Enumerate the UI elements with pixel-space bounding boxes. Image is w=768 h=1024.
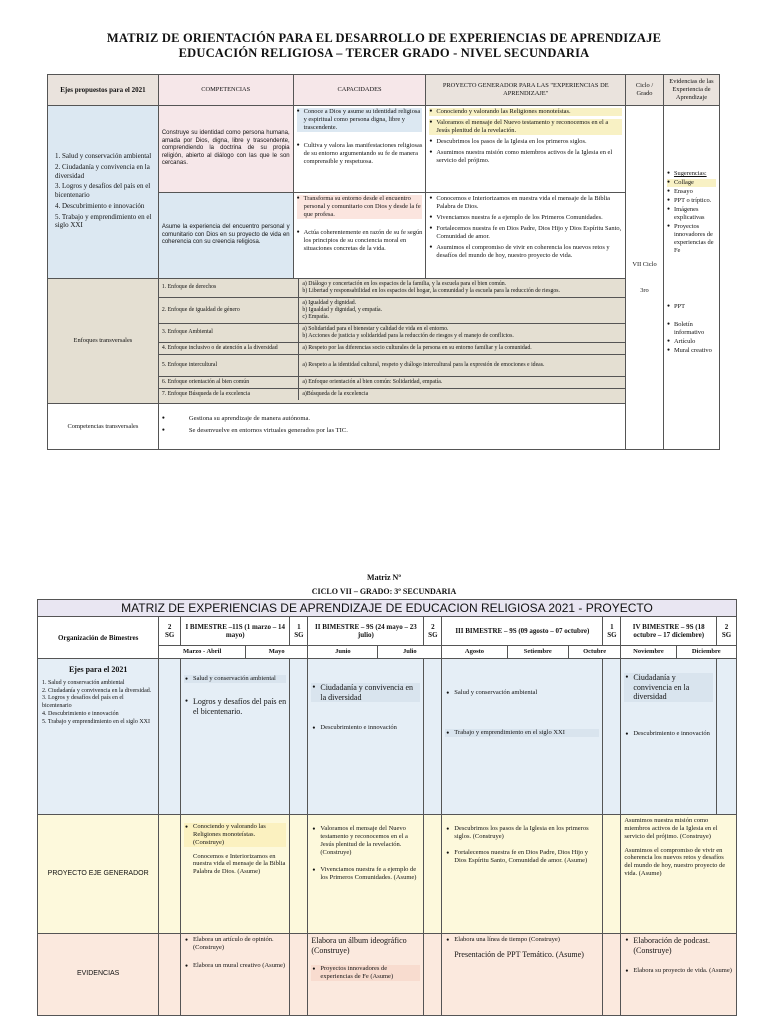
- competencias-transversales-cell: [158, 404, 625, 450]
- matrix-title: MATRIZ DE EXPERIENCIAS DE APRENDIZAJE DE EDUCACION RELIGIOSA 2021 - PROYECTO: [38, 600, 737, 617]
- experiences-matrix: [37, 599, 737, 1016]
- competencias-transversales-label: Competencias transversales: [48, 404, 159, 450]
- capacidad-item: ● Cultiva y valora las manifestaciones religiosas de su entorno argumentando su fe de manera comprensible y respetuosa.: [297, 142, 423, 166]
- evidencia-item: ● Proyectos innovadores de experiencias de Fe: [667, 223, 716, 255]
- orientation-matrix: [47, 74, 720, 450]
- bimestre-header: I BIMESTRE –11S (1 marzo – 14 mayo): [181, 617, 290, 646]
- proyecto-item: ● Vivenciamos nuestra fe a ejemplo de los Primeros Comunidades.: [429, 214, 622, 222]
- ciclo-text: VII Ciclo: [632, 260, 657, 268]
- proyecto-asume: [426, 193, 626, 279]
- capacidad-item: ● Actúa coherentemente en razón de su fe según los principios de su conciencia moral en situaciones concretas de la vida.: [297, 229, 423, 253]
- proyecto-item: ● Asumimos el compromiso de vivir en coherencia los nuevos retos y desafíos del mundo de hoy, nuestro proyecto de vida.: [429, 244, 622, 260]
- eje-item: 3. Logros y desafíos del país en el bicentenario: [55, 182, 151, 199]
- org-bimestres-label: Organización de Bimestres: [38, 617, 159, 659]
- bimestre-header: III BIMESTRE – 9S (09 agosto – 07 octubre): [442, 617, 603, 646]
- competencia-transversal-item: ● Se desenvuelve en entornos virtuales generados por las TIC.: [162, 427, 622, 435]
- evidencia-item: ● Mural creativo: [667, 347, 716, 355]
- header-ejes: Ejes propuestos para el 2021: [48, 75, 159, 106]
- eje-item: 4. Descubrimiento e innovación: [55, 201, 145, 210]
- eje-item: 2. Ciudadanía y convivencia en la diversidad: [55, 162, 150, 180]
- enfoque-desc: a) Respeto por las diferencias socio culturales de la persona en su entorno familiar y la comunidad.: [299, 342, 625, 354]
- proyecto-construye: [426, 106, 626, 193]
- grado-text: 3ro: [640, 286, 649, 294]
- eje-b3-item: ● Salud y conservación ambiental: [445, 689, 599, 697]
- header-capacidades: CAPACIDADES: [293, 75, 426, 106]
- evidencias-bimestre-2: [308, 934, 424, 1016]
- enfoque-desc: a) Diálogo y concertación en los espacios de la familia, y la escuela para el bien común. b) Libertad y responsabilidad en los espacios del hogar, la comunidad y la escuela para la reducción de riesgos.: [299, 279, 625, 297]
- enfoque-name: 1. Enfoque de derechos: [159, 279, 299, 297]
- header-ciclo: Ciclo / Grado: [626, 75, 664, 106]
- proyecto-bimestre-2: [308, 815, 424, 934]
- proyecto-item: ● Descubrimos los pasos de la Iglesia en los primeros siglos.: [429, 138, 622, 146]
- proyecto-b1-item-2: Conocemos e Interiorizamos en nuestra vida el mensaje de la Biblia Palabra de Dios. (Asume): [193, 852, 286, 876]
- eje-b4-item: ● Ciudadanía y convivencia en la diversidad: [624, 673, 713, 702]
- proyecto-bimestre-3: [442, 815, 603, 934]
- eje-b1-item: ● Salud y conservación ambiental: [184, 675, 286, 683]
- eje-b1-item: ● Logros y desafíos del país en el bicentenario.: [184, 697, 286, 716]
- evidencia-item: ● Sugerencias:: [667, 170, 716, 178]
- evidencias-bimestre-1: [181, 934, 290, 1016]
- sg-cell: 2 SG: [424, 617, 442, 646]
- proyecto-bimestre-4: [621, 815, 737, 934]
- evidencia-b2-item: Elabora un álbum ideográfico (Construye): [311, 936, 407, 955]
- month-label: Noviembre: [621, 646, 676, 659]
- capacidades-construye: [293, 106, 426, 193]
- enfoque-name: 3. Enfoque Ambiental: [159, 323, 299, 342]
- evidencia-b4-item: ● Elaboración de podcast. (Construye): [624, 936, 733, 955]
- evidencia-item: ● Imágenes explicativas: [667, 206, 716, 222]
- month-label: Mayo: [246, 646, 308, 659]
- month-label: Diciembre: [676, 646, 736, 659]
- capacidad-item: ● Transforma su entorno desde el encuentro personal y comunitario con Dios y desde la fe que profesa.: [297, 195, 423, 219]
- ejes-bimestre-1: [181, 659, 290, 815]
- eje-b2-item: ● Descubrimiento e innovación: [311, 724, 420, 732]
- enfoques-table: [159, 279, 625, 400]
- capacidad-item: ● Conoce a Dios y asume su identidad religiosa y espiritual como persona digna, libre y trascendente.: [297, 108, 423, 132]
- evidencia-item: ● Artículo: [667, 338, 716, 346]
- evidencia-b4-item: ● Elabora su proyecto de vida. (Asume): [624, 967, 733, 975]
- ejes-title: Ejes para el 2021: [68, 665, 128, 675]
- evidencia-item: ● PPT o tríptico.: [667, 197, 716, 205]
- eje-item: 5. Trabajo y emprendimiento en el siglo XXI: [42, 718, 150, 725]
- eje-b2-item: ● Ciudadanía y convivencia en la diversidad: [311, 683, 420, 702]
- document-title: MATRIZ DE ORIENTACIÓN PARA EL DESARROLLO DE EXPERIENCIAS DE APRENDIZAJE: [106, 31, 662, 45]
- matriz-number: Matriz Nº: [367, 573, 401, 582]
- evidencia-item: ● Boletín informativo: [667, 321, 716, 337]
- enfoque-desc: a) Respeto a la identidad cultural, respeto y diálogo intercultural para la expresión de emociones e ideas.: [299, 354, 625, 376]
- evidencia-b3-item: ● Elabora una línea de tiempo (Construye): [445, 936, 599, 944]
- document-subtitle: EDUCACIÓN RELIGIOSA – TERCER GRADO - NIVEL SECUNDARIA: [178, 46, 590, 60]
- ciclo-grado-cell: [626, 106, 664, 450]
- proyecto-b2-item: ● Valoramos el mensaje del Nuevo testamento y reconocemos en el a Jesús plenitud de la revelación. (Construye): [311, 825, 420, 856]
- proyecto-b1-item: ● Conociendo y valorando las Religiones monoteístas. (Construye): [184, 823, 286, 846]
- header-evidencias: Evidencias de las Experiencia de Aprendizaje: [663, 75, 719, 106]
- sg-cell: 2 SG: [159, 617, 181, 646]
- ejes-2021-cell: [38, 659, 159, 815]
- month-label: Agosto: [442, 646, 507, 659]
- enfoque-name: 4. Enfoque inclusivo o de atención a la diversidad: [159, 342, 299, 354]
- evidencias-bimestre-3: [442, 934, 603, 1016]
- proyecto-item: ● Valoramos el mensaje del Nuevo testamento y reconocemos en el a Jesús plenitud de la revelación.: [429, 119, 622, 135]
- eje-item: 4. Descubrimiento e innovación: [42, 710, 119, 717]
- competencia-construye: Construye su identidad como persona humana, amada por Dios, digna, libre y trascendente, comprendiendo la doctrina de su propia religión, abierto al diálogo con las que le son cercanas.: [158, 106, 293, 193]
- enfoque-name: 2. Enfoque de igualdad de género: [159, 297, 299, 323]
- proyecto-b4-item: Asumimos el compromiso de vivir en coherencia los nuevos retos y desafíos del mundo de hoy, nuestro proyecto de vida. (Asume): [624, 846, 726, 877]
- bimestre-header: II BIMESTRE – 9S (24 mayo – 23 julio): [308, 617, 424, 646]
- sg-cell: 1 SG: [290, 617, 308, 646]
- evidencia-b1-item: ● Elabora un artículo de opinión. (Construye): [184, 936, 286, 952]
- enfoque-desc: a) Solidaridad para el bienestar y calidad de vida en el entorno. b) Acciones de justicia y solidaridad para la reducción de riesgos y el manejo de conflictos.: [299, 323, 625, 342]
- enfoque-desc: a) Enfoque orientación al bien común: Solidaridad, empatía.: [299, 376, 625, 388]
- enfoque-desc: a)Búsqueda de la excelencia: [299, 388, 625, 399]
- evidencia-item: ● PPT: [667, 303, 716, 311]
- ejes-bimestre-3: [442, 659, 603, 815]
- evidencias-bimestre-4: [621, 934, 737, 1016]
- enfoques-label: Enfoques transversales: [48, 279, 159, 404]
- sg-cell: 1 SG: [603, 617, 621, 646]
- sg-cell: 2 SG: [717, 617, 737, 646]
- evidencia-item: ● Collage: [667, 179, 716, 187]
- proyecto-item: ● Asumimos nuestra misión como miembros activos de la Iglesia en el servicio del prójimo.: [429, 149, 622, 165]
- eje-item: 2. Ciudadanía y convivencia en la diversidad.: [42, 687, 152, 694]
- proyecto-eje-label: PROYECTO EJE GENERADOR: [38, 815, 159, 934]
- proyecto-b2-item: ● Vivenciamos nuestra fe a ejemplo de los Primeros Comunidades. (Asume): [311, 866, 420, 882]
- proyecto-item: ● Conociendo y valorando las Religiones monoteístas.: [429, 108, 622, 116]
- evidencia-item: ● Ensayo: [667, 188, 716, 196]
- month-label: Octubre: [568, 646, 620, 659]
- enfoque-name: 7. Enfoque Búsqueda de la excelencia: [159, 388, 299, 399]
- eje-item: 3. Logros y desafíos del país en el bicentenario: [42, 695, 124, 710]
- header-competencias: COMPETENCIAS: [158, 75, 293, 106]
- eje-b4-item: ● Descubrimiento e innovación: [624, 730, 713, 738]
- bimestre-header: IV BIMESTRE – 9S (18 octubre – 17 diciembre): [621, 617, 717, 646]
- proyecto-b3-item: ● Descubrimos los pasos de la Iglesia en los primeros siglos. (Construye): [445, 825, 599, 841]
- evidencia-b2-item: ● Proyectos innovadores de experiencias de Fe (Asume): [311, 965, 420, 981]
- month-label: Junio: [308, 646, 378, 659]
- evidencias-label: EVIDENCIAS: [38, 934, 159, 1016]
- month-label: Setiembre: [507, 646, 568, 659]
- capacidades-asume: [293, 193, 426, 279]
- ejes-cell: [48, 106, 159, 279]
- enfoque-desc: a) Igualdad y dignidad. b) Igualdad y dignidad, y empatía. c) Empatía.: [299, 297, 625, 323]
- eje-b3-item: ● Trabajo y emprendimiento en el siglo XXI: [445, 729, 599, 737]
- ciclo-line: CICLO VII – GRADO: 3º SECUNDARIA: [311, 587, 457, 596]
- competencia-asume: Asume la experiencia del encuentro personal y comunitario con Dios en su proyecto de vida en coherencia con su creencia religiosa.: [158, 193, 293, 279]
- enfoque-name: 6. Enfoque orientación al bien común: [159, 376, 299, 388]
- proyecto-b4-item: Asumimos nuestra misión como miembros activos de la Iglesia en el servicio del prójimo. (Construye): [624, 817, 718, 840]
- ejes-bimestre-4: [621, 659, 717, 815]
- enfoque-name: 5. Enfoque intercultural: [159, 354, 299, 376]
- enfoques-cell: [158, 279, 625, 404]
- evidencias-cell: [663, 106, 719, 450]
- eje-item: 1. Salud y conservación ambiental: [42, 679, 125, 686]
- evidencia-b1-item: ● Elabora un mural creativo (Asume): [184, 962, 286, 970]
- proyecto-item: ● Conocemos e Interiorizamos en nuestra vida el mensaje de la Biblia Palabra de Dios.: [429, 195, 622, 211]
- eje-item: 1. Salud y conservación ambiental: [55, 152, 152, 160]
- competencia-transversal-item: ● Gestiona su aprendizaje de manera autónoma.: [162, 415, 622, 423]
- eje-item: 5. Trabajo y emprendimiento en el siglo XXI: [55, 212, 152, 230]
- month-label: Marzo - Abril: [159, 646, 246, 659]
- ejes-bimestre-2: [308, 659, 424, 815]
- proyecto-b3-item: ● Fortalecemos nuestra fe en Dios Padre, Dios Hijo y Dios Espíritu Santo, Comunidad de amor. (Asume): [445, 849, 599, 865]
- proyecto-bimestre-1: [181, 815, 290, 934]
- evidencia-b3-item: Presentación de PPT Temático. (Asume): [454, 949, 584, 959]
- header-proyecto: PROYECTO GENERADOR PARA LAS "EXPERIENCIAS DE APRENDIZAJE": [426, 75, 626, 106]
- proyecto-item: ● Fortalecemos nuestra fe en Dios Padre, Dios Hijo y Dios Espíritu Santo, Comunidad de amor.: [429, 225, 622, 241]
- month-label: Julio: [378, 646, 442, 659]
